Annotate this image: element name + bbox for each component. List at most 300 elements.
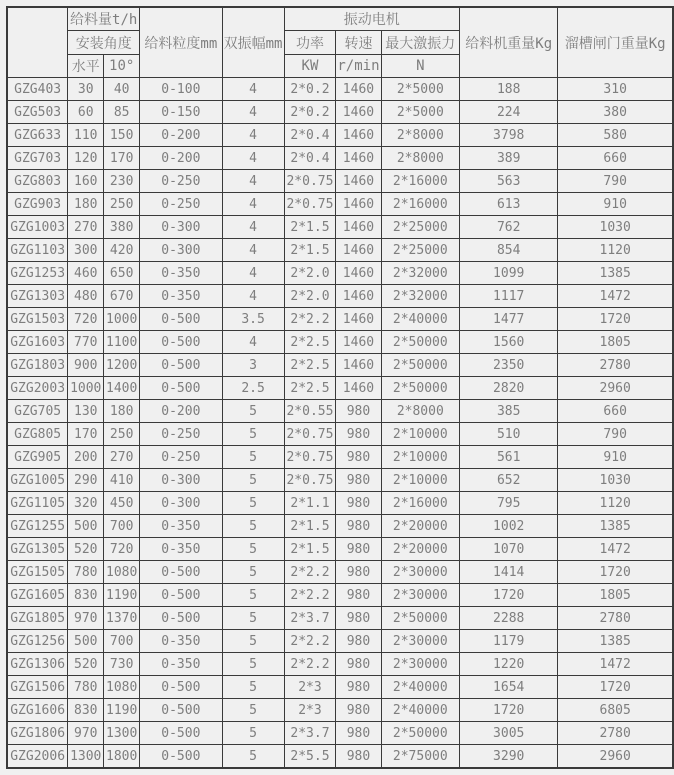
max-force-cell: 2*32000 — [381, 262, 460, 285]
feed-rate-10deg-cell: 380 — [104, 216, 140, 239]
feeder-weight-cell: 561 — [460, 446, 558, 469]
chute-gate-weight-cell: 1472 — [558, 538, 673, 561]
double-amplitude-cell: 4 — [222, 262, 284, 285]
double-amplitude-cell: 4 — [222, 331, 284, 354]
model-cell: GZG1103 — [7, 239, 68, 262]
feeder-weight-cell: 3290 — [460, 745, 558, 769]
model-cell: GZG1305 — [7, 538, 68, 561]
model-cell: GZG2003 — [7, 377, 68, 400]
chute-gate-weight-cell: 1720 — [558, 308, 673, 331]
double-amplitude-cell: 4 — [222, 78, 284, 101]
power-cell: 2*3 — [284, 676, 336, 699]
power-cell: 2*2.5 — [284, 354, 336, 377]
speed-cell: 1460 — [336, 239, 381, 262]
speed-cell: 1460 — [336, 377, 381, 400]
chute-gate-weight-header: 溜槽闸门重量Kg — [558, 7, 673, 78]
feeder-weight-cell: 854 — [460, 239, 558, 262]
chute-gate-weight-cell: 790 — [558, 423, 673, 446]
feed-rate-horizontal-cell: 480 — [68, 285, 104, 308]
table-row — [7, 607, 673, 630]
table-row — [7, 193, 673, 216]
power-cell: 2*0.2 — [284, 101, 336, 124]
feed-rate-horizontal-cell: 780 — [68, 676, 104, 699]
speed-cell: 1460 — [336, 193, 381, 216]
table-row — [7, 745, 673, 769]
max-force-cell: 2*30000 — [381, 653, 460, 676]
model-cell: GZG403 — [7, 78, 68, 101]
table-row — [7, 354, 673, 377]
feed-rate-horizontal-cell: 830 — [68, 584, 104, 607]
table-row — [7, 469, 673, 492]
feed-rate-horizontal-cell: 290 — [68, 469, 104, 492]
angle-10deg-header: 10° — [104, 55, 140, 78]
model-cell: GZG2006 — [7, 745, 68, 769]
feed-rate-10deg-cell: 270 — [104, 446, 140, 469]
speed-cell: 1460 — [336, 124, 381, 147]
power-cell: 2*0.75 — [284, 423, 336, 446]
max-force-cell: 2*50000 — [381, 607, 460, 630]
feed-rate-10deg-cell: 420 — [104, 239, 140, 262]
speed-cell: 1460 — [336, 262, 381, 285]
feed-rate-10deg-cell: 180 — [104, 400, 140, 423]
power-cell: 2*2.2 — [284, 653, 336, 676]
chute-gate-weight-cell: 1030 — [558, 469, 673, 492]
feed-rate-horizontal-cell: 1000 — [68, 377, 104, 400]
max-force-cell: 2*10000 — [381, 446, 460, 469]
power-cell: 2*3.7 — [284, 607, 336, 630]
double-amplitude-cell: 5 — [222, 699, 284, 722]
feed-rate-horizontal-cell: 500 — [68, 515, 104, 538]
model-cell: GZG1105 — [7, 492, 68, 515]
chute-gate-weight-cell: 910 — [558, 446, 673, 469]
double-amplitude-cell: 4 — [222, 239, 284, 262]
speed-cell: 1460 — [336, 308, 381, 331]
feed-rate-horizontal-cell: 900 — [68, 354, 104, 377]
max-force-cell: 2*16000 — [381, 170, 460, 193]
table-row — [7, 538, 673, 561]
particle-size-cell: 0-250 — [140, 193, 222, 216]
feed-rate-10deg-cell: 1800 — [104, 745, 140, 769]
feeder-weight-cell: 1002 — [460, 515, 558, 538]
chute-gate-weight-cell: 1720 — [558, 561, 673, 584]
feed-rate-horizontal-cell: 500 — [68, 630, 104, 653]
speed-cell: 980 — [336, 400, 381, 423]
particle-size-cell: 0-350 — [140, 262, 222, 285]
chute-gate-weight-cell: 2780 — [558, 354, 673, 377]
model-column-header — [7, 7, 68, 78]
double-amplitude-cell: 5 — [222, 538, 284, 561]
power-cell: 2*2.2 — [284, 584, 336, 607]
double-amplitude-cell: 5 — [222, 400, 284, 423]
speed-cell: 980 — [336, 653, 381, 676]
speed-cell: 1460 — [336, 216, 381, 239]
model-cell: GZG1803 — [7, 354, 68, 377]
max-force-unit-header: N — [381, 55, 460, 78]
speed-header: 转速 — [336, 31, 381, 55]
double-amplitude-cell: 5 — [222, 423, 284, 446]
max-force-cell: 2*8000 — [381, 124, 460, 147]
feed-rate-horizontal-cell: 120 — [68, 147, 104, 170]
speed-cell: 980 — [336, 561, 381, 584]
power-cell: 2*0.75 — [284, 469, 336, 492]
spec-table-body — [7, 78, 673, 769]
model-cell: GZG803 — [7, 170, 68, 193]
particle-size-cell: 0-200 — [140, 147, 222, 170]
power-cell: 2*2.0 — [284, 262, 336, 285]
power-header: 功率 — [284, 31, 336, 55]
speed-cell: 1460 — [336, 331, 381, 354]
max-force-cell: 2*50000 — [381, 722, 460, 745]
particle-size-cell: 0-250 — [140, 446, 222, 469]
feed-rate-horizontal-cell: 300 — [68, 239, 104, 262]
particle-size-cell: 0-500 — [140, 331, 222, 354]
speed-cell: 980 — [336, 630, 381, 653]
feed-rate-10deg-cell: 250 — [104, 193, 140, 216]
particle-size-cell: 0-300 — [140, 239, 222, 262]
max-force-cell: 2*16000 — [381, 492, 460, 515]
max-force-cell: 2*8000 — [381, 400, 460, 423]
particle-size-cell: 0-500 — [140, 584, 222, 607]
max-force-cell: 2*20000 — [381, 515, 460, 538]
model-cell: GZG1806 — [7, 722, 68, 745]
model-cell: GZG703 — [7, 147, 68, 170]
feed-rate-horizontal-cell: 200 — [68, 446, 104, 469]
power-cell: 2*1.1 — [284, 492, 336, 515]
table-row — [7, 722, 673, 745]
power-cell: 2*1.5 — [284, 538, 336, 561]
power-cell: 2*0.4 — [284, 147, 336, 170]
speed-cell: 1460 — [336, 285, 381, 308]
particle-size-cell: 0-500 — [140, 377, 222, 400]
power-cell: 2*1.5 — [284, 515, 336, 538]
feeder-weight-cell: 613 — [460, 193, 558, 216]
feeder-weight-cell: 1070 — [460, 538, 558, 561]
max-force-cell: 2*10000 — [381, 423, 460, 446]
table-row — [7, 239, 673, 262]
double-amplitude-cell: 4 — [222, 170, 284, 193]
double-amplitude-cell: 4 — [222, 101, 284, 124]
feed-rate-10deg-cell: 40 — [104, 78, 140, 101]
table-row — [7, 147, 673, 170]
particle-size-cell: 0-500 — [140, 676, 222, 699]
power-cell: 2*2.2 — [284, 561, 336, 584]
table-row — [7, 561, 673, 584]
speed-cell: 980 — [336, 469, 381, 492]
model-cell: GZG1506 — [7, 676, 68, 699]
model-cell: GZG1603 — [7, 331, 68, 354]
feeder-weight-cell: 1477 — [460, 308, 558, 331]
particle-size-cell: 0-500 — [140, 561, 222, 584]
speed-cell: 980 — [336, 584, 381, 607]
double-amplitude-cell: 5 — [222, 630, 284, 653]
feed-rate-10deg-cell: 1100 — [104, 331, 140, 354]
angle-horizontal-header: 水平 — [68, 55, 104, 78]
feeder-weight-cell: 652 — [460, 469, 558, 492]
table-row — [7, 331, 673, 354]
speed-cell: 980 — [336, 446, 381, 469]
feed-rate-horizontal-cell: 160 — [68, 170, 104, 193]
max-force-cell: 2*50000 — [381, 377, 460, 400]
max-force-cell: 2*5000 — [381, 101, 460, 124]
particle-size-cell: 0-200 — [140, 124, 222, 147]
vibration-motor-group-header: 振动电机 — [284, 7, 460, 31]
chute-gate-weight-cell: 2780 — [558, 722, 673, 745]
power-cell: 2*0.75 — [284, 446, 336, 469]
particle-size-cell: 0-500 — [140, 308, 222, 331]
feed-rate-10deg-cell: 410 — [104, 469, 140, 492]
feed-rate-horizontal-cell: 780 — [68, 561, 104, 584]
feed-rate-horizontal-cell: 30 — [68, 78, 104, 101]
feed-rate-horizontal-cell: 270 — [68, 216, 104, 239]
feed-rate-horizontal-cell: 180 — [68, 193, 104, 216]
feed-rate-10deg-cell: 170 — [104, 147, 140, 170]
power-cell: 2*3 — [284, 699, 336, 722]
feed-rate-group-header: 给料量t/h — [68, 7, 140, 31]
feed-rate-10deg-cell: 720 — [104, 538, 140, 561]
feeder-weight-cell: 2820 — [460, 377, 558, 400]
feeder-weight-header: 给料机重量Kg — [460, 7, 558, 78]
install-angle-header: 安装角度 — [68, 31, 140, 55]
model-cell: GZG1256 — [7, 630, 68, 653]
chute-gate-weight-cell: 1385 — [558, 262, 673, 285]
feeder-weight-cell: 1099 — [460, 262, 558, 285]
model-cell: GZG1005 — [7, 469, 68, 492]
feed-rate-10deg-cell: 1370 — [104, 607, 140, 630]
power-cell: 2*2.0 — [284, 285, 336, 308]
power-unit-header: KW — [284, 55, 336, 78]
double-amplitude-cell: 4 — [222, 193, 284, 216]
feeder-spec-table — [6, 6, 674, 769]
feed-rate-horizontal-cell: 320 — [68, 492, 104, 515]
power-cell: 2*3.7 — [284, 722, 336, 745]
spec-table-header — [7, 7, 673, 78]
max-force-cell: 2*30000 — [381, 630, 460, 653]
chute-gate-weight-cell: 6805 — [558, 699, 673, 722]
speed-cell: 1460 — [336, 78, 381, 101]
max-force-cell: 2*5000 — [381, 78, 460, 101]
max-force-cell: 2*8000 — [381, 147, 460, 170]
power-cell: 2*0.75 — [284, 170, 336, 193]
table-row — [7, 124, 673, 147]
feed-rate-10deg-cell: 450 — [104, 492, 140, 515]
feed-rate-horizontal-cell: 770 — [68, 331, 104, 354]
power-cell: 2*0.2 — [284, 78, 336, 101]
double-amplitude-cell: 3.5 — [222, 308, 284, 331]
double-amplitude-cell: 5 — [222, 676, 284, 699]
table-row — [7, 78, 673, 101]
model-cell: GZG1505 — [7, 561, 68, 584]
chute-gate-weight-cell: 790 — [558, 170, 673, 193]
feeder-weight-cell: 510 — [460, 423, 558, 446]
header-row-1 — [7, 7, 673, 31]
max-force-cell: 2*30000 — [381, 584, 460, 607]
double-amplitude-cell: 5 — [222, 722, 284, 745]
feed-rate-horizontal-cell: 1300 — [68, 745, 104, 769]
double-amplitude-cell: 5 — [222, 492, 284, 515]
feed-rate-horizontal-cell: 520 — [68, 653, 104, 676]
table-row — [7, 308, 673, 331]
particle-size-cell: 0-500 — [140, 354, 222, 377]
particle-size-cell: 0-300 — [140, 469, 222, 492]
speed-cell: 1460 — [336, 354, 381, 377]
feed-rate-10deg-cell: 1000 — [104, 308, 140, 331]
double-amplitude-cell: 4 — [222, 285, 284, 308]
feeder-weight-cell: 1720 — [460, 699, 558, 722]
double-amplitude-cell: 4 — [222, 124, 284, 147]
speed-cell: 1460 — [336, 101, 381, 124]
table-row — [7, 676, 673, 699]
feed-rate-10deg-cell: 1200 — [104, 354, 140, 377]
model-cell: GZG1253 — [7, 262, 68, 285]
max-force-cell: 2*20000 — [381, 538, 460, 561]
chute-gate-weight-cell: 1472 — [558, 285, 673, 308]
feed-rate-horizontal-cell: 130 — [68, 400, 104, 423]
double-amplitude-cell: 5 — [222, 584, 284, 607]
feed-rate-10deg-cell: 85 — [104, 101, 140, 124]
chute-gate-weight-cell: 580 — [558, 124, 673, 147]
particle-size-cell: 0-350 — [140, 538, 222, 561]
particle-size-cell: 0-500 — [140, 699, 222, 722]
speed-cell: 980 — [336, 538, 381, 561]
chute-gate-weight-cell: 660 — [558, 147, 673, 170]
max-force-header: 最大激振力 — [381, 31, 460, 55]
model-cell: GZG1503 — [7, 308, 68, 331]
power-cell: 2*2.2 — [284, 308, 336, 331]
power-cell: 2*2.2 — [284, 630, 336, 653]
table-row — [7, 630, 673, 653]
feed-rate-horizontal-cell: 720 — [68, 308, 104, 331]
particle-size-cell: 0-100 — [140, 78, 222, 101]
feeder-weight-cell: 385 — [460, 400, 558, 423]
double-amplitude-cell: 5 — [222, 607, 284, 630]
model-cell: GZG1606 — [7, 699, 68, 722]
feed-rate-horizontal-cell: 970 — [68, 607, 104, 630]
table-row — [7, 584, 673, 607]
feed-rate-horizontal-cell: 460 — [68, 262, 104, 285]
feeder-weight-cell: 1220 — [460, 653, 558, 676]
particle-size-cell: 0-250 — [140, 170, 222, 193]
feed-rate-10deg-cell: 1190 — [104, 584, 140, 607]
max-force-cell: 2*30000 — [381, 561, 460, 584]
double-amplitude-cell: 5 — [222, 469, 284, 492]
power-cell: 2*5.5 — [284, 745, 336, 769]
power-cell: 2*0.4 — [284, 124, 336, 147]
table-row — [7, 400, 673, 423]
chute-gate-weight-cell: 910 — [558, 193, 673, 216]
max-force-cell: 2*50000 — [381, 331, 460, 354]
particle-size-cell: 0-200 — [140, 400, 222, 423]
feeder-weight-cell: 2288 — [460, 607, 558, 630]
feeder-weight-cell: 762 — [460, 216, 558, 239]
particle-size-cell: 0-500 — [140, 607, 222, 630]
feeder-weight-cell: 3005 — [460, 722, 558, 745]
max-force-cell: 2*40000 — [381, 308, 460, 331]
model-cell: GZG1303 — [7, 285, 68, 308]
power-cell: 2*0.55 — [284, 400, 336, 423]
feeder-weight-cell: 1654 — [460, 676, 558, 699]
feed-rate-horizontal-cell: 830 — [68, 699, 104, 722]
double-amplitude-cell: 4 — [222, 216, 284, 239]
feed-rate-10deg-cell: 250 — [104, 423, 140, 446]
chute-gate-weight-cell: 1805 — [558, 584, 673, 607]
particle-size-cell: 0-350 — [140, 285, 222, 308]
model-cell: GZG1306 — [7, 653, 68, 676]
speed-cell: 980 — [336, 607, 381, 630]
feed-rate-horizontal-cell: 170 — [68, 423, 104, 446]
speed-cell: 980 — [336, 745, 381, 769]
table-row — [7, 216, 673, 239]
table-row — [7, 377, 673, 400]
speed-unit-header: r/min — [336, 55, 381, 78]
max-force-cell: 2*75000 — [381, 745, 460, 769]
particle-size-cell: 0-300 — [140, 216, 222, 239]
feed-rate-10deg-cell: 1190 — [104, 699, 140, 722]
double-amplitude-cell: 2.5 — [222, 377, 284, 400]
chute-gate-weight-cell: 660 — [558, 400, 673, 423]
feed-rate-10deg-cell: 1300 — [104, 722, 140, 745]
double-amplitude-cell: 5 — [222, 745, 284, 769]
double-amplitude-cell: 4 — [222, 147, 284, 170]
table-row — [7, 699, 673, 722]
feeder-weight-cell: 795 — [460, 492, 558, 515]
particle-size-cell: 0-300 — [140, 492, 222, 515]
feed-rate-10deg-cell: 670 — [104, 285, 140, 308]
double-amplitude-cell: 5 — [222, 561, 284, 584]
power-cell: 2*0.75 — [284, 193, 336, 216]
table-row — [7, 170, 673, 193]
feed-rate-10deg-cell: 150 — [104, 124, 140, 147]
max-force-cell: 2*40000 — [381, 676, 460, 699]
chute-gate-weight-cell: 2780 — [558, 607, 673, 630]
model-cell: GZG805 — [7, 423, 68, 446]
chute-gate-weight-cell: 310 — [558, 78, 673, 101]
particle-size-cell: 0-150 — [140, 101, 222, 124]
chute-gate-weight-cell: 380 — [558, 101, 673, 124]
feeder-weight-cell: 188 — [460, 78, 558, 101]
double-amplitude-cell: 3 — [222, 354, 284, 377]
particle-size-cell: 0-500 — [140, 722, 222, 745]
chute-gate-weight-cell: 2960 — [558, 745, 673, 769]
feed-rate-10deg-cell: 700 — [104, 630, 140, 653]
feed-rate-10deg-cell: 230 — [104, 170, 140, 193]
particle-size-cell: 0-500 — [140, 745, 222, 769]
feeder-weight-cell: 1117 — [460, 285, 558, 308]
table-row — [7, 423, 673, 446]
feed-rate-horizontal-cell: 60 — [68, 101, 104, 124]
feeder-weight-cell: 389 — [460, 147, 558, 170]
chute-gate-weight-cell: 2960 — [558, 377, 673, 400]
particle-size-header: 给料粒度mm — [140, 7, 222, 78]
max-force-cell: 2*25000 — [381, 239, 460, 262]
model-cell: GZG633 — [7, 124, 68, 147]
table-row — [7, 653, 673, 676]
speed-cell: 980 — [336, 423, 381, 446]
table-row — [7, 285, 673, 308]
particle-size-cell: 0-250 — [140, 423, 222, 446]
model-cell: GZG705 — [7, 400, 68, 423]
model-cell: GZG1805 — [7, 607, 68, 630]
power-cell: 2*2.5 — [284, 331, 336, 354]
power-cell: 2*2.5 — [284, 377, 336, 400]
double-amplitude-cell: 5 — [222, 653, 284, 676]
speed-cell: 980 — [336, 722, 381, 745]
double-amplitude-cell: 5 — [222, 446, 284, 469]
chute-gate-weight-cell: 1385 — [558, 630, 673, 653]
feed-rate-10deg-cell: 700 — [104, 515, 140, 538]
feed-rate-10deg-cell: 1080 — [104, 561, 140, 584]
feed-rate-10deg-cell: 1400 — [104, 377, 140, 400]
feeder-weight-cell: 224 — [460, 101, 558, 124]
